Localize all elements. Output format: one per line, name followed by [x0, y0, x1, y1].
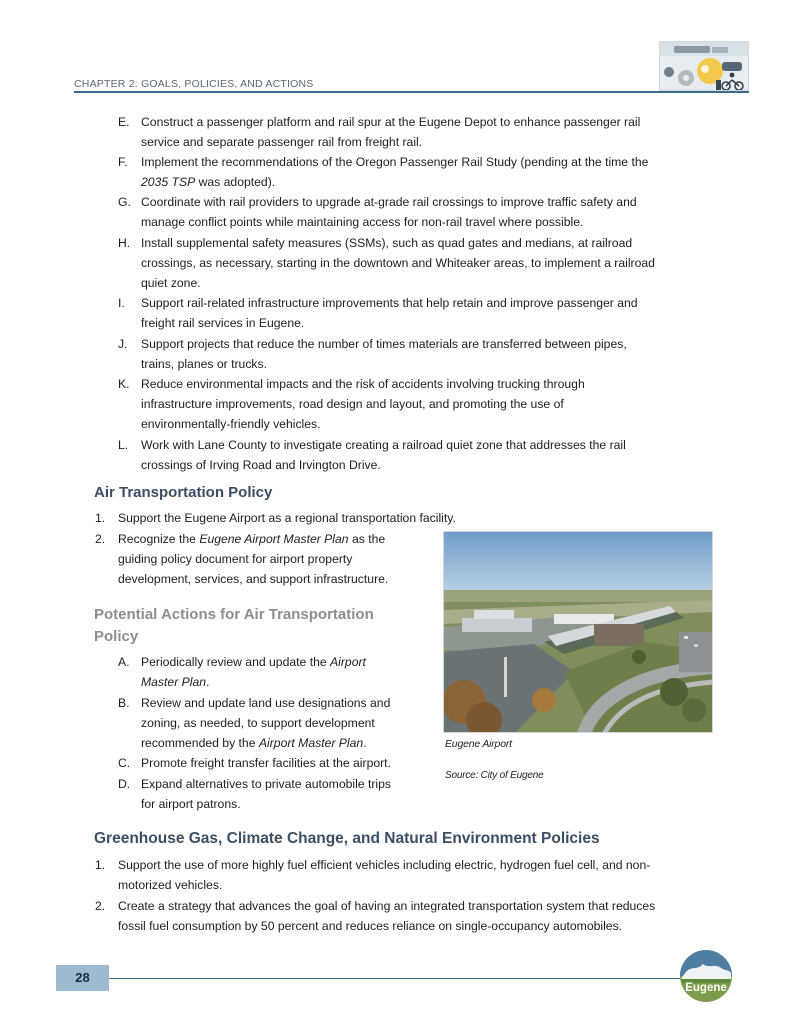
- train-icon: [674, 46, 710, 53]
- list-item-line: Review and update land use designations and: [141, 696, 391, 710]
- list-item-line: [118, 529, 385, 549]
- footer-rule: [108, 978, 684, 979]
- list-label: 1.: [95, 511, 106, 525]
- list-item-line: fossil fuel consumption by 50 percent and reduces reliance on single-occupancy automobiles.: [118, 919, 623, 933]
- section-heading-ghg-policies: Greenhouse Gas, Climate Change, and Natural Environment Policies: [94, 830, 600, 847]
- list-item-line: zoning, as needed, to support development: [141, 716, 375, 730]
- list-item-line: environmentally-friendly vehicles.: [141, 417, 321, 431]
- list-item-line: Support the Eugene Airport as a regional transportation facility.: [118, 511, 456, 525]
- list-item-line: [141, 672, 209, 692]
- list-item-line: motorized vehicles.: [118, 878, 223, 892]
- document-title-emphasis: Master Plan: [141, 675, 207, 689]
- list-label: L.: [118, 438, 129, 452]
- list-item-line: Construct a passenger platform and rail spur at the Eugene Depot to enhance passenger rail: [141, 115, 641, 129]
- list-label: K.: [118, 377, 130, 391]
- text-run: as the: [348, 532, 386, 546]
- list-label: E.: [118, 115, 130, 129]
- list-label: B.: [118, 696, 130, 710]
- eugene-logo-text: Eugene: [685, 982, 727, 994]
- section-heading-air-actions-line2: Policy: [94, 628, 139, 645]
- list-item-line: service and separate passenger rail from freight rail.: [141, 135, 423, 149]
- eugene-logo-icon: [679, 949, 733, 1003]
- text-run: was adopted).: [195, 175, 276, 189]
- list-label: J.: [118, 337, 128, 351]
- text-run: Recognize the: [118, 532, 200, 546]
- list-label: C.: [118, 756, 131, 770]
- list-item-line: [141, 733, 367, 753]
- list-item-line: [141, 652, 366, 672]
- list-item-line: crossings of Irving Road and Irvington Drive.: [141, 458, 381, 472]
- photo-source: Source: City of Eugene: [445, 770, 544, 781]
- list-item-line: guiding policy document for airport property: [118, 552, 353, 566]
- list-item-line: Expand alternatives to private automobile trips: [141, 777, 391, 791]
- list-item-line: for airport patrons.: [141, 797, 241, 811]
- document-title-emphasis: Eugene Airport Master Plan: [199, 532, 349, 546]
- list-item-line: development, services, and support infrastructure.: [118, 572, 389, 586]
- document-title-emphasis: 2035 TSP: [141, 175, 196, 189]
- header-rule: [74, 91, 749, 93]
- transportation-collage-image: [659, 41, 749, 91]
- document-title-emphasis: Airport Master Plan: [258, 736, 364, 750]
- text-run: Periodically review and update the: [141, 655, 331, 669]
- car-icon: [722, 62, 742, 71]
- list-label: F.: [118, 155, 128, 169]
- list-item-line: Support projects that reduce the number of times materials are transferred between pipes,: [141, 337, 627, 351]
- list-label: H.: [118, 236, 131, 250]
- list-item-line: Work with Lane County to investigate creating a railroad quiet zone that addresses the rail: [141, 438, 626, 452]
- list-label: A.: [118, 655, 130, 669]
- list-label: 2.: [95, 899, 106, 913]
- list-item-line: Coordinate with rail providers to upgrade at-grade rail crossings to improve traffic safety and: [141, 195, 637, 209]
- list-label: 1.: [95, 858, 106, 872]
- text-run: .: [206, 675, 210, 689]
- list-item-line: manage conflict points while maintaining access for non-rail travel where possible.: [141, 215, 584, 229]
- list-item-line: crossings, as necessary, starting in the downtown and Whiteaker areas, to implement a railroad: [141, 256, 655, 270]
- list-item-line: Promote freight transfer facilities at the airport.: [141, 756, 391, 770]
- text-run: recommended by the: [141, 736, 259, 750]
- document-title-emphasis: Airport: [330, 655, 366, 669]
- list-item-line: Install supplemental safety measures (SSMs), such as quad gates and medians, at railroad: [141, 236, 633, 250]
- list-item-line: quiet zone.: [141, 276, 201, 290]
- list-item-line: Reduce environmental impacts and the risk of accidents involving trucking through: [141, 377, 585, 391]
- list-item-line: freight rail services in Eugene.: [141, 316, 305, 330]
- photo-caption: Eugene Airport: [445, 738, 512, 750]
- list-label: G.: [118, 195, 131, 209]
- page-number: 28: [75, 970, 90, 985]
- list-label: 2.: [95, 532, 106, 546]
- text-run: .: [363, 736, 367, 750]
- list-label: I.: [118, 296, 125, 310]
- list-item-line: Implement the recommendations of the Oregon Passenger Rail Study (pending at the time the: [141, 155, 649, 169]
- list-item-line: Support the use of more highly fuel efficient vehicles including electric, hydrogen fuel cell, and non-: [118, 858, 651, 872]
- section-heading-air-policy: Air Transportation Policy: [94, 484, 273, 501]
- list-item-line: infrastructure improvements, road design and layout, and promoting the use of: [141, 397, 564, 411]
- section-heading-air-actions-line1: Potential Actions for Air Transportation: [94, 606, 374, 623]
- list-item-line: Support rail-related infrastructure improvements that help retain and improve passenger and: [141, 296, 638, 310]
- chapter-header: CHAPTER 2: GOALS, POLICIES, AND ACTIONS: [74, 78, 314, 90]
- airport-photo: [443, 531, 713, 733]
- list-item-line: Create a strategy that advances the goal of having an integrated transportation system that reduces: [118, 899, 656, 913]
- list-item-line: trains, planes or trucks.: [141, 357, 267, 371]
- list-label: D.: [118, 777, 131, 791]
- list-item-line: [141, 172, 275, 192]
